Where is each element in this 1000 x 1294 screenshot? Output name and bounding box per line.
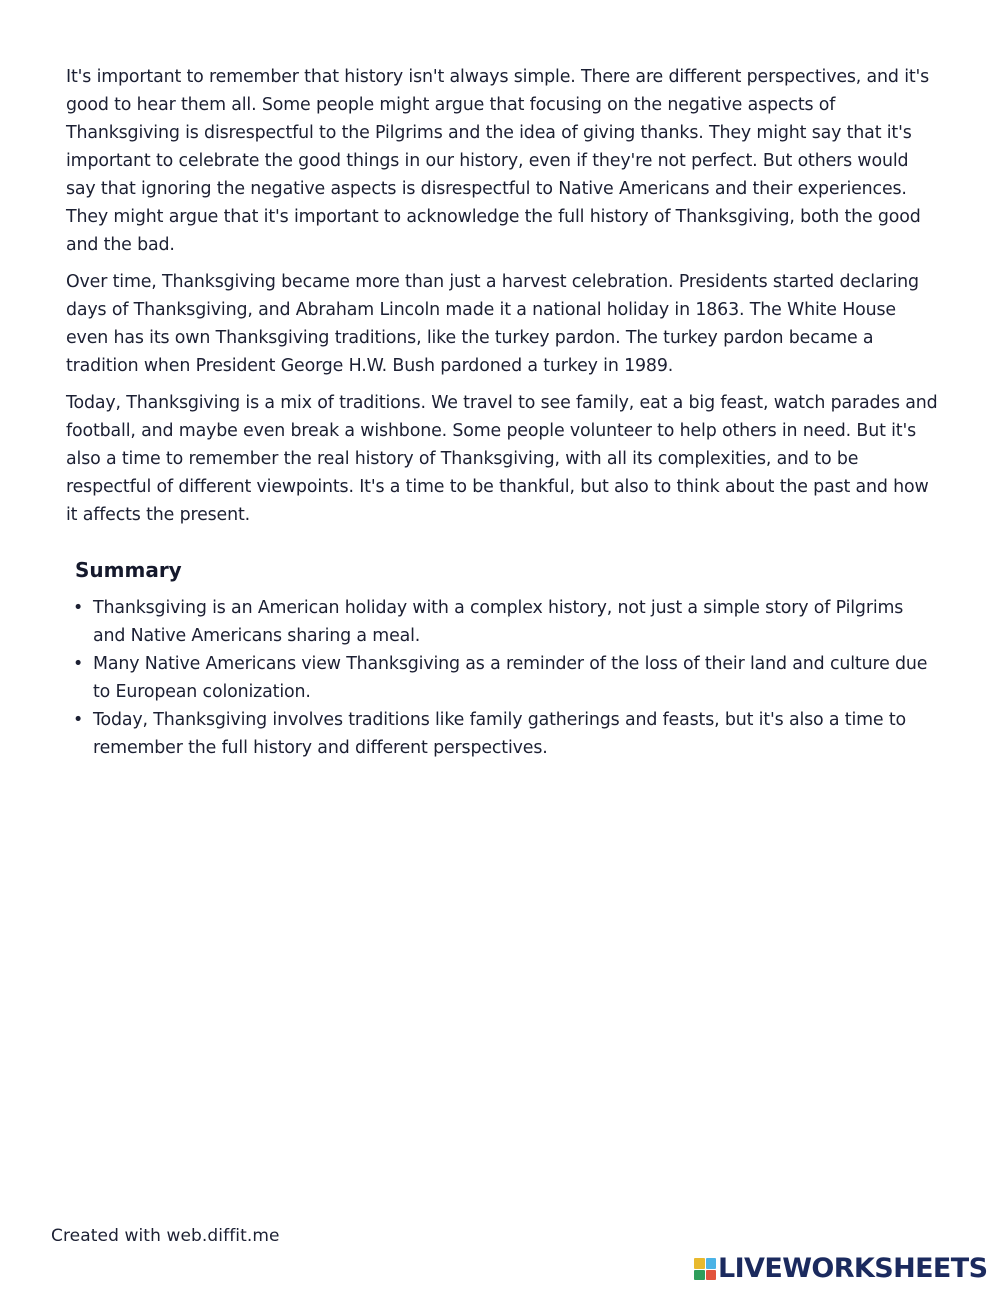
summary-heading: Summary xyxy=(75,558,182,582)
list-item xyxy=(73,650,938,706)
bullet: • xyxy=(73,710,84,730)
bullet: • xyxy=(73,654,84,674)
logo-tile xyxy=(706,1270,717,1281)
brand-name: LIVEWORKSHEETS xyxy=(718,1253,988,1284)
liveworksheets-logo-icon xyxy=(694,1258,716,1280)
footer-credit: Created with web.diffit.me xyxy=(51,1226,280,1246)
paragraph-history: Over time, Thanksgiving became more than just a harvest celebration. Presidents started declaring days of Thanksgiving, and Abraham Lincoln made it a national holiday in 1863. The White House even has its own Thanksgiving traditions, like the turkey pardon. The turkey pardon became a tradition when President George H.W. Bush pardoned a turkey in 1989. xyxy=(66,272,919,376)
list-item-text: Today, Thanksgiving involves traditions like family gatherings and feasts, but it's also a time to remember the full history and different perspectives. xyxy=(93,710,907,758)
list-item-text: Many Native Americans view Thanksgiving as a reminder of the loss of their land and culture due to European colonization. xyxy=(93,654,928,702)
paragraph-perspectives: It's important to remember that history isn't always simple. There are different perspectives, and it's good to hear them all. Some people might argue that focusing on the negative aspects of Thanksgiving is disrespectful to the Pilgrims and the idea of giving thanks. They might say that it's important to celebrate the good things in our history, even if they're not perfect. But others would say that ignoring the negative aspects is disrespectful to Native Americans and their experiences. They might argue that it's important to acknowledge the full history of Thanksgiving, both the good and the bad. xyxy=(66,67,930,255)
liveworksheets-brand[interactable] xyxy=(694,1254,987,1284)
logo-tile xyxy=(706,1258,717,1269)
list-item xyxy=(73,594,938,650)
list-item-text: Thanksgiving is an American holiday with a complex history, not just a simple story of Pilgrims and Native Americans sharing a meal. xyxy=(93,598,904,646)
document-body xyxy=(66,63,938,762)
list-item xyxy=(73,706,938,762)
bullet: • xyxy=(73,598,84,618)
logo-tile xyxy=(694,1270,705,1281)
summary-list xyxy=(66,594,938,762)
logo-tile xyxy=(694,1258,705,1269)
paragraph-today: Today, Thanksgiving is a mix of traditions. We travel to see family, eat a big feast, watch parades and football, and maybe even break a wishbone. Some people volunteer to help others in need. But it's also a time to remember the real history of Thanksgiving, with all its complexities, and to be respectful of different viewpoints. It's a time to be thankful, but also to think about the past and how it affects the present. xyxy=(66,393,938,525)
